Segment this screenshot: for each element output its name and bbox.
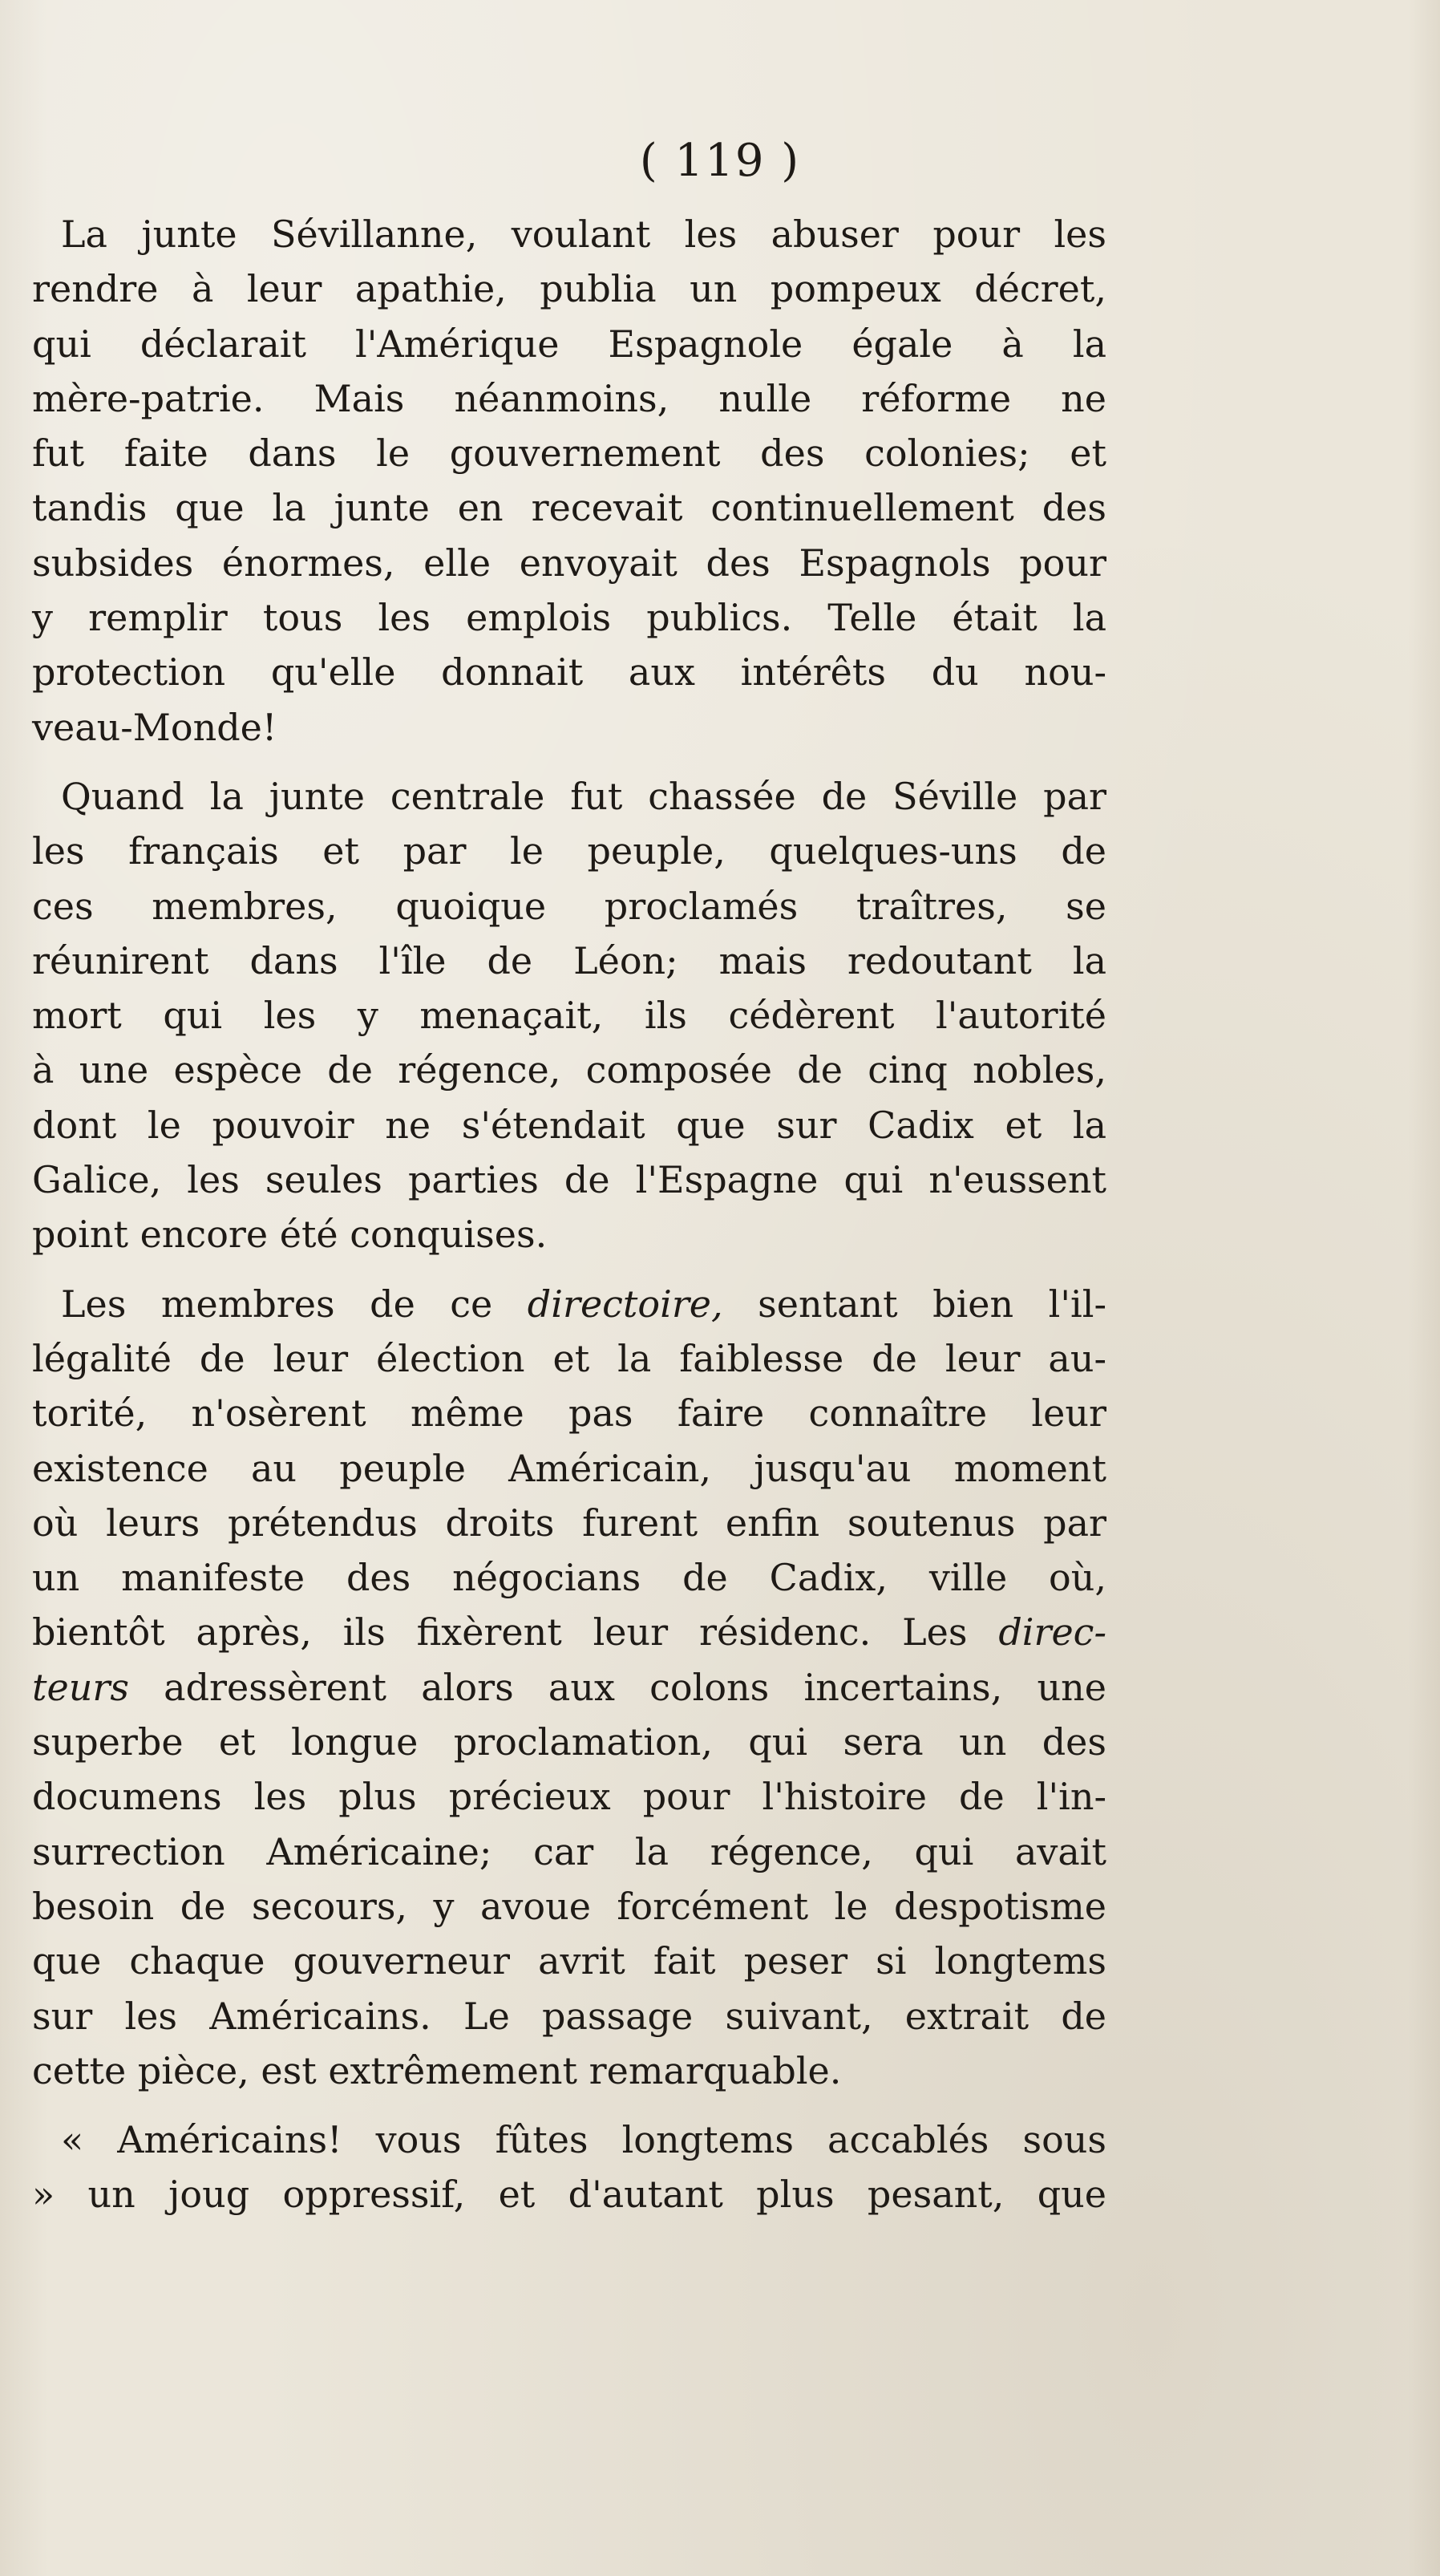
text-line [32, 1277, 1106, 1331]
text-line: légalité de leur élection et la faiblesse de leur au- [32, 1336, 1106, 1380]
text-line: Quand la junte centrale fut chassée de Séville par [61, 774, 1106, 818]
text-line: existence au peuple Américain, jusqu'au moment [32, 1446, 1106, 1490]
text-line: rendre à leur apathie, publia un pompeux décret, [32, 267, 1106, 311]
text-line [32, 1605, 1106, 1659]
text-line: réunirent dans l'île de Léon; mais redoutant la [32, 938, 1106, 982]
text-run: adressèrent alors aux colons incertains, une [128, 1665, 1106, 1709]
paragraph [32, 2112, 1106, 2222]
text-line: les français et par le peuple, quelques-uns de [32, 829, 1106, 873]
text-line: documens les plus précieux pour l'histoire de l'in- [32, 1775, 1106, 1819]
text-line: à une espèce de régence, composée de cinq nobles, [32, 1048, 1106, 1092]
text-line: « Américains! vous fûtes longtems accablés sous [61, 2118, 1106, 2162]
body-text [32, 207, 1106, 2237]
text-line: qui déclarait l'Amérique Espagnole égale à la [32, 322, 1106, 366]
text-line: tandis que la junte en recevait continuellement des [32, 486, 1106, 530]
paragraph [32, 769, 1106, 1262]
text-line: Galice, les seules parties de l'Espagne qui n'eussent [32, 1158, 1106, 1202]
text-line: cette pièce, est extrêmement remarquable. [32, 2048, 842, 2092]
text-run: sentant bien l'il- [722, 1282, 1106, 1326]
text-line: que chaque gouverneur avrit fait peser si longtems [32, 1939, 1106, 1983]
text-line: surrection Américaine; car la régence, qui avait [32, 1829, 1106, 1873]
text-line: mort qui les y menaçait, ils cédèrent l'autorité [32, 994, 1106, 1038]
text-line: superbe et longue proclamation, qui sera un des [32, 1720, 1106, 1764]
paragraph [32, 207, 1106, 755]
italic-run: directoire, [527, 1282, 723, 1326]
text-line: » un joug oppressif, et d'autant plus pesant, que [32, 2173, 1106, 2217]
text-line: mère-patrie. Mais néanmoins, nulle réforme ne [32, 376, 1106, 420]
text-run: bientôt après, ils fixèrent leur résidenc. Les [32, 1610, 999, 1655]
text-line: un manifeste des négocians de Cadix, ville où, [32, 1556, 1106, 1600]
text-line: point encore été conquises. [32, 1213, 548, 1257]
text-line: protection qu'elle donnait aux intérêts du nou- [32, 650, 1106, 695]
text-line: besoin de secours, y avoue forcément le despotisme [32, 1884, 1106, 1928]
text-line: y remplir tous les emplois publics. Telle était la [32, 596, 1106, 640]
text-line: veau-Monde! [32, 705, 277, 749]
text-run: Les membres de ce [61, 1282, 528, 1326]
text-line: La junte Sévillanne, voulant les abuser pour les [61, 213, 1106, 256]
text-line: fut faite dans le gouvernement des colonies; et [32, 431, 1106, 476]
text-line: subsides énormes, elle envoyait des Espagnols pour [32, 541, 1106, 585]
text-line: dont le pouvoir ne s'étendait que sur Cadix et la [32, 1103, 1106, 1147]
text-line [32, 1660, 1106, 1715]
paragraph [32, 1277, 1106, 2098]
italic-run: direc- [998, 1610, 1106, 1655]
text-line: sur les Américains. Le passage suivant, extrait de [32, 1994, 1106, 2038]
text-line: ces membres, quoique proclamés traîtres, se [32, 884, 1106, 928]
text-line: où leurs prétendus droits furent enfin soutenus par [32, 1501, 1106, 1545]
text-line: torité, n'osèrent même pas faire connaître leur [32, 1391, 1106, 1436]
italic-run: teurs [32, 1665, 129, 1709]
page-number-header: ( 119 ) [639, 135, 801, 187]
